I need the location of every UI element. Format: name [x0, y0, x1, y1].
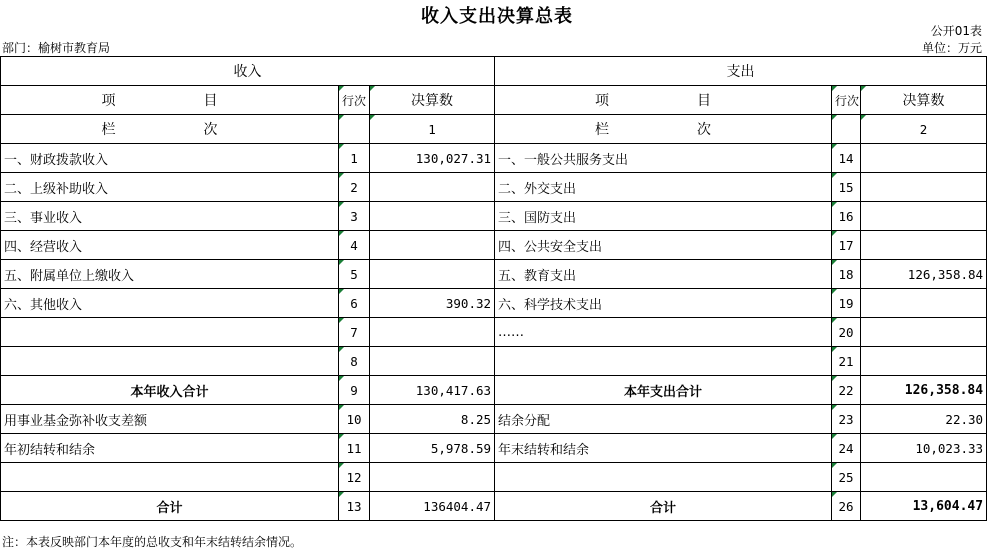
income-row-no-cell: 9	[339, 376, 370, 405]
expense-row-no-cell: 22	[832, 376, 861, 405]
section-header-row	[1, 57, 987, 86]
expense-amount-cell	[861, 144, 987, 173]
income-item-cell: 二、上级补助收入	[1, 173, 339, 202]
income-item-cell: 六、其他收入	[1, 289, 339, 318]
expense-amount-header: 决算数	[861, 86, 987, 115]
income-item-cell: 合计	[1, 492, 339, 521]
expense-amount-cell: 13,604.47	[861, 492, 987, 521]
income-row-no-cell: 2	[339, 173, 370, 202]
table-row	[1, 463, 987, 492]
expense-amount-cell	[861, 463, 987, 492]
expense-item-cell	[495, 463, 832, 492]
expense-item-cell: 结余分配	[495, 405, 832, 434]
income-amount-cell: 8.25	[370, 405, 495, 434]
table-row	[1, 202, 987, 231]
income-amount-cell: 5,978.59	[370, 434, 495, 463]
table-row	[1, 231, 987, 260]
income-item-cell	[1, 463, 339, 492]
expense-row-no-cell: 14	[832, 144, 861, 173]
income-column-label: 栏 次	[1, 115, 339, 144]
income-row-no-cell: 1	[339, 144, 370, 173]
table-row	[1, 376, 987, 405]
income-item-cell: 四、经营收入	[1, 231, 339, 260]
income-column-number: 1	[370, 115, 495, 144]
income-amount-cell	[370, 347, 495, 376]
income-amount-cell: 130,417.63	[370, 376, 495, 405]
unit-label: 单位：万元	[921, 41, 982, 55]
expense-item-cell: 本年支出合计	[495, 376, 832, 405]
table-title: 收入支出决算总表	[421, 6, 573, 27]
expense-row-no-cell: 21	[832, 347, 861, 376]
expense-section-header: 支出	[495, 57, 987, 86]
expense-row-no-cell: 18	[832, 260, 861, 289]
expense-item-cell: ……	[495, 318, 832, 347]
expense-item-cell: 一、一般公共服务支出	[495, 144, 832, 173]
table-row	[1, 347, 987, 376]
income-item-cell: 三、事业收入	[1, 202, 339, 231]
income-column-blank	[339, 115, 370, 144]
expense-amount-cell: 126,358.84	[861, 376, 987, 405]
income-item-cell	[1, 347, 339, 376]
table-body	[1, 144, 987, 521]
income-item-header: 项 目	[1, 86, 339, 115]
expense-row-no-cell: 23	[832, 405, 861, 434]
income-item-cell	[1, 318, 339, 347]
income-amount-cell	[370, 463, 495, 492]
expense-column-label: 栏 次	[495, 115, 832, 144]
expense-item-cell: 年末结转和结余	[495, 434, 832, 463]
income-amount-cell: 390.32	[370, 289, 495, 318]
expense-amount-cell	[861, 202, 987, 231]
expense-amount-cell: 126,358.84	[861, 260, 987, 289]
column-header-row	[1, 86, 987, 115]
income-item-cell: 用事业基金弥补收支差额	[1, 405, 339, 434]
footnote: 注：本表反映部门本年度的总收支和年末结转结余情况。	[2, 535, 303, 549]
income-amount-cell	[370, 231, 495, 260]
table-row	[1, 289, 987, 318]
expense-row-no-header: 行次	[832, 86, 861, 115]
expense-amount-cell	[861, 318, 987, 347]
income-expense-table	[0, 56, 987, 521]
expense-item-cell: 合计	[495, 492, 832, 521]
income-amount-cell: 130,027.31	[370, 144, 495, 173]
income-amount-cell	[370, 318, 495, 347]
expense-amount-cell	[861, 289, 987, 318]
income-row-no-cell: 12	[339, 463, 370, 492]
expense-item-cell: 五、教育支出	[495, 260, 832, 289]
income-row-no-cell: 11	[339, 434, 370, 463]
expense-amount-cell	[861, 347, 987, 376]
expense-column-number: 2	[861, 115, 987, 144]
expense-column-blank	[832, 115, 861, 144]
income-item-cell: 一、财政拨款收入	[1, 144, 339, 173]
expense-row-no-cell: 17	[832, 231, 861, 260]
expense-item-cell: 三、国防支出	[495, 202, 832, 231]
table-row	[1, 173, 987, 202]
income-row-no-cell: 13	[339, 492, 370, 521]
expense-item-header: 项 目	[495, 86, 832, 115]
expense-row-no-cell: 15	[832, 173, 861, 202]
expense-amount-cell	[861, 231, 987, 260]
income-amount-header: 决算数	[370, 86, 495, 115]
expense-amount-cell: 10,023.33	[861, 434, 987, 463]
expense-item-cell: 二、外交支出	[495, 173, 832, 202]
income-row-no-cell: 3	[339, 202, 370, 231]
table-code: 公开01表	[930, 24, 982, 38]
income-amount-cell: 136404.47	[370, 492, 495, 521]
table-row	[1, 318, 987, 347]
income-section-header: 收入	[1, 57, 495, 86]
income-row-no-header: 行次	[339, 86, 370, 115]
table-row	[1, 434, 987, 463]
expense-amount-cell	[861, 173, 987, 202]
column-number-row	[1, 115, 987, 144]
expense-item-cell	[495, 347, 832, 376]
income-item-cell: 五、附属单位上缴收入	[1, 260, 339, 289]
income-row-no-cell: 8	[339, 347, 370, 376]
expense-item-cell: 六、科学技术支出	[495, 289, 832, 318]
income-item-cell: 年初结转和结余	[1, 434, 339, 463]
income-row-no-cell: 5	[339, 260, 370, 289]
table-row	[1, 492, 987, 521]
table-row	[1, 144, 987, 173]
income-row-no-cell: 6	[339, 289, 370, 318]
income-amount-cell	[370, 260, 495, 289]
expense-row-no-cell: 20	[832, 318, 861, 347]
expense-row-no-cell: 24	[832, 434, 861, 463]
income-row-no-cell: 10	[339, 405, 370, 434]
table-row	[1, 260, 987, 289]
income-amount-cell	[370, 202, 495, 231]
income-row-no-cell: 4	[339, 231, 370, 260]
expense-row-no-cell: 19	[832, 289, 861, 318]
expense-row-no-cell: 26	[832, 492, 861, 521]
income-amount-cell	[370, 173, 495, 202]
expense-item-cell: 四、公共安全支出	[495, 231, 832, 260]
table-row	[1, 405, 987, 434]
expense-row-no-cell: 25	[832, 463, 861, 492]
income-row-no-cell: 7	[339, 318, 370, 347]
expense-row-no-cell: 16	[832, 202, 861, 231]
expense-amount-cell: 22.30	[861, 405, 987, 434]
department-label: 部门：榆树市教育局	[2, 41, 111, 55]
income-item-cell: 本年收入合计	[1, 376, 339, 405]
